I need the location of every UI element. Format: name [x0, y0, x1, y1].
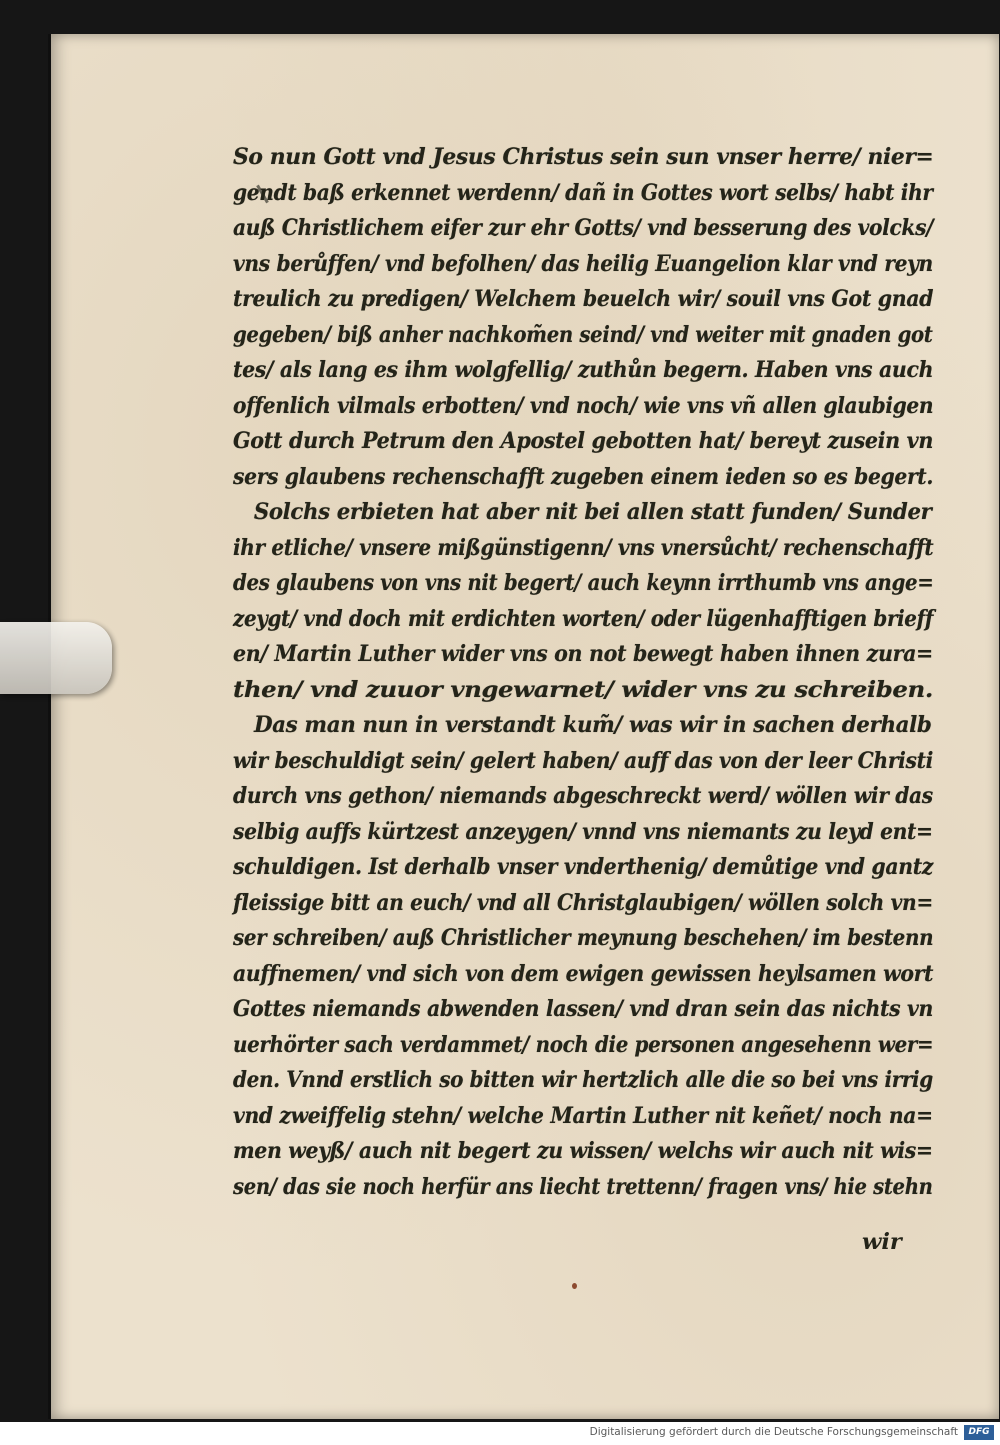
- dfg-logo-icon: DFG: [964, 1425, 994, 1440]
- text-line: Gottes niemands abwenden lassen/ vnd dran sein das nichts vn: [233, 996, 933, 1022]
- text-line: vnd zweiffelig stehn/ welche Martin Luther nit keñet/ noch na=: [233, 1102, 933, 1129]
- text-line: then/ vnd zuuor vngewarnet/ wider vns zu schreiben.: [233, 676, 933, 703]
- text-line: uerhörter sach verdammet/ noch die personen angesehenn wer=: [233, 1031, 934, 1058]
- text-line: gegeben/ biß anher nachkom̃en seind/ vnd weiter mit gnaden got: [233, 321, 933, 348]
- text-line: schuldigen. Ist derhalb vnser vnderthenig/ demůtige vnd gantz: [233, 854, 934, 880]
- text-line: gendt baß erkennet werdenn/ dañ in Gottes wort selbs/ habt ihr: [233, 179, 933, 206]
- page-turn-tab[interactable]: [0, 622, 112, 694]
- text-line: ihr etliche/ vnsere mißgünstigenn/ vns vnersůcht/ rechenschafft: [233, 534, 934, 561]
- text-line: selbig auffs kürtzest anzeygen/ vnnd vns niemants zu leyd ent=: [233, 818, 933, 845]
- text-line: tes/ als lang es ihm wolgfellig/ zuthůn begern. Haben vns auch: [233, 357, 934, 383]
- text-line: men weyß/ auch nit begert zu wissen/ welchs wir auch nit wis=: [233, 1138, 933, 1164]
- text-line: sers glaubens rechenschafft zugeben einem ieden so es begert.: [233, 463, 934, 490]
- text-line: durch vns gethon/ niemands abgeschreckt werd/ wöllen wir das: [233, 783, 933, 809]
- text-line: den. Vnnd erstlich so bitten wir hertzlich alle die so bei vns irrig: [233, 1067, 933, 1093]
- text-line: ser schreiben/ auß Christlicher meynung beschehen/ im bestenn: [233, 925, 934, 951]
- text-line: Solchs erbieten hat aber nit bei allen statt funden/ Sunder: [253, 499, 932, 525]
- text-line: auß Christlichem eifer zur ehr Gotts/ vnd besserung des volcks/: [233, 215, 934, 241]
- text-line: sen/ das sie noch herfür ans liecht trettenn/ fragen vns/ hie stehn: [233, 1173, 933, 1200]
- text-line: treulich zu predigen/ Welchem beuelch wir/ souil vns Got gnad: [233, 286, 934, 312]
- text-line: en/ Martin Luther wider vns on not bewegt haben ihnen zura=: [233, 641, 933, 667]
- text-line: zeygt/ vnd doch mit erdichten worten/ oder lügenhafftigen brieff: [233, 605, 934, 632]
- text-line: So nun Gott vnd Jesus Christus sein sun vnser herre/ nier=: [233, 144, 934, 170]
- text-line: vns berůffen/ vnd befolhen/ das heilig Euangelion klar vnd reyn: [233, 250, 933, 277]
- funding-credit: Digitalisierung gefördert durch die Deutsche Forschungsgemeinschaft: [589, 1426, 958, 1438]
- text-line: des glaubens von vns nit begert/ auch keynn irrthumb vns ange=: [233, 570, 934, 596]
- text-line: Gott durch Petrum den Apostel gebotten hat/ bereyt zusein vn: [233, 428, 934, 454]
- text-line: fleissige bitt an euch/ vnd all Christglaubigen/ wöllen solch vn=: [233, 889, 933, 916]
- ink-speck: [572, 1283, 577, 1289]
- text-line: wir beschuldigt sein/ gelert haben/ auff das von der leer Christi: [233, 747, 933, 774]
- text-line: auffnemen/ vnd sich von dem ewigen gewissen heylsamen wort: [233, 960, 934, 987]
- text-line: Das man nun in verstandt kum̃/ was wir in sachen derhalb: [253, 712, 932, 738]
- text-block: [233, 140, 943, 1205]
- footer-bar: [0, 1422, 1000, 1445]
- text-line: offenlich vilmals erbotten/ vnd noch/ wie vns vñ allen glaubigen: [233, 392, 934, 419]
- catchword: wir: [862, 1229, 902, 1255]
